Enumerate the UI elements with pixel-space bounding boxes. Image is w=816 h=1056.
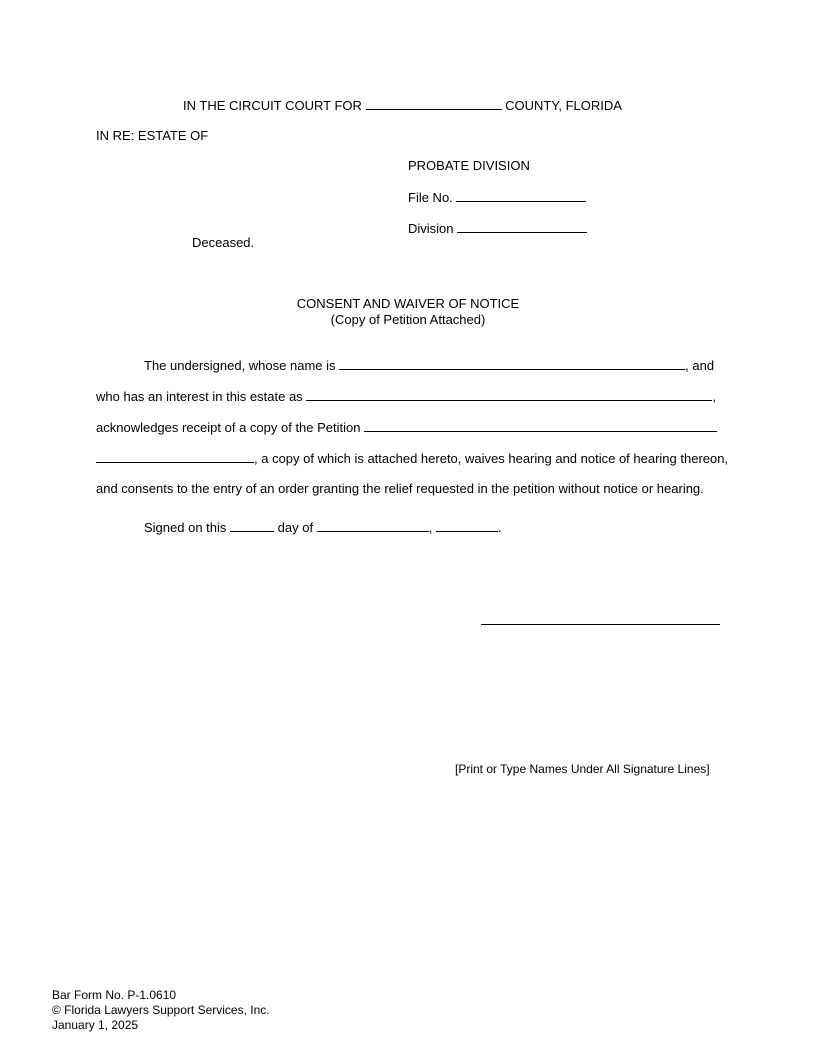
signature-note: [Print or Type Names Under All Signature Lines] [455, 762, 710, 776]
month-blank[interactable] [317, 519, 429, 532]
document-title: CONSENT AND WAIVER OF NOTICE [296, 296, 520, 311]
petition-blank-2[interactable] [96, 450, 254, 463]
day-blank[interactable] [230, 519, 274, 532]
body-line-5: and consents to the entry of an order granting the relief requested in the petition without notice or hearing. [96, 481, 704, 496]
line4-text: , a copy of which is attached hereto, waives hearing and notice of hearing thereon, [254, 451, 729, 466]
file-no-label: File No. [408, 190, 453, 205]
signed-prefix: Signed on this [144, 520, 227, 535]
footer [52, 988, 270, 1033]
probate-division-heading: PROBATE DIVISION [408, 158, 530, 173]
body-line-1 [144, 357, 714, 374]
deceased-label: Deceased. [192, 235, 255, 250]
copyright-notice: © Florida Lawyers Support Services, Inc. [52, 1003, 270, 1017]
court-prefix: IN THE CIRCUIT COURT FOR [183, 98, 362, 113]
court-suffix: COUNTY, FLORIDA [505, 98, 622, 113]
interest-blank[interactable] [306, 388, 712, 401]
signature-line[interactable] [481, 624, 720, 625]
form-number: Bar Form No. P-1.0610 [52, 988, 177, 1002]
signed-day-of: day of [277, 520, 314, 535]
body-line-2 [96, 388, 716, 405]
signed-on-line [144, 519, 502, 536]
file-no-row [408, 189, 586, 206]
signed-comma: , [428, 520, 433, 535]
document-subtitle: (Copy of Petition Attached) [330, 312, 486, 327]
division-label: Division [408, 221, 454, 236]
county-blank[interactable] [366, 97, 502, 110]
revision-date: January 1, 2025 [52, 1018, 139, 1032]
interest-prompt: who has an interest in this estate as [96, 389, 303, 404]
division-blank[interactable] [457, 220, 587, 233]
name-blank[interactable] [339, 357, 685, 370]
court-heading [183, 97, 622, 114]
body-line-3 [96, 419, 717, 436]
name-prompt: The undersigned, whose name is [144, 358, 336, 373]
in-re-label: IN RE: ESTATE OF [96, 128, 209, 143]
year-blank[interactable] [436, 519, 498, 532]
signed-period: . [497, 520, 502, 535]
file-no-blank[interactable] [456, 189, 586, 202]
division-row [408, 220, 587, 237]
line2-suffix: , [712, 389, 716, 404]
petition-prompt: acknowledges receipt of a copy of the Petition [96, 420, 361, 435]
body-line-4 [96, 450, 728, 467]
petition-blank-1[interactable] [364, 419, 717, 432]
line1-suffix: , and [685, 358, 715, 373]
